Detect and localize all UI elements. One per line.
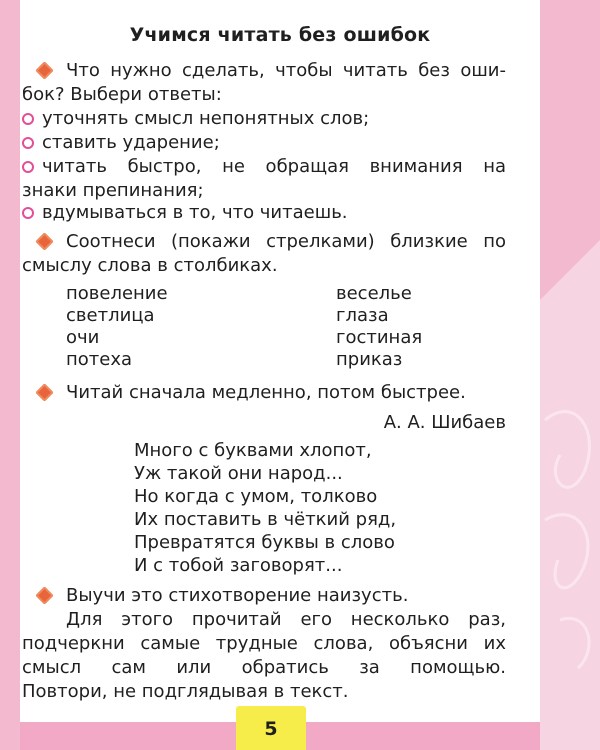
answer-option-2: ставить ударение; [42,132,220,153]
poem-line: Превратятся буквы в слово [134,532,395,553]
answer-option-circle-icon[interactable] [22,113,34,125]
answer-option-circle-icon[interactable] [22,161,34,173]
answer-option-3: читать быстро, не обращая внимания на [42,156,506,177]
left-column-word: очи [66,327,100,348]
poem-line: И с тобой заговорят... [134,555,343,576]
page-number-tab [236,706,306,750]
task2-line2: смыслу слова в столбиках. [22,255,278,276]
poem-author: А. А. Шибаев [383,412,506,433]
task1-question-line1: Что нужно сделать, чтобы читать без оши- [66,60,506,81]
answer-option-circle-icon[interactable] [22,137,34,149]
task4-instruction: Выучи это стихотворение наизусть. [66,585,409,606]
answer-option-circle-icon[interactable] [22,207,34,219]
poem-line: Но когда с умом, толково [134,486,378,507]
left-column-word: светлица [66,305,155,326]
task4-line: Для этого прочитай его несколько раз, [66,609,506,630]
page-title: Учимся читать без ошибок [129,24,431,46]
task4-line: подчеркни самые трудные слова, объясни их [22,633,506,654]
left-column-word: потеха [66,349,133,370]
right-column-word: приказ [336,349,403,370]
page-number: 5 [264,718,278,740]
textbook-page [20,0,540,722]
poem-line: Уж такой они народ... [134,463,343,484]
task2-line1: Соотнеси (покажи стрелками) близкие по [66,231,506,252]
right-column-word: глаза [336,305,389,326]
right-column-word: гостиная [336,327,423,348]
left-column-word: повеление [66,283,168,304]
right-column-word: веселье [336,283,412,304]
task-marker-icon [35,61,53,79]
task4-line: Повтори, не подглядывая в текст. [22,681,349,702]
task4-line: смысл сам или обратись за помощью. [22,657,506,678]
task-marker-icon [35,383,53,401]
task-marker-icon [35,232,53,250]
answer-option-1: уточнять смысл непонятных слов; [42,108,370,129]
task3-instruction: Читай сначала медленно, потом быстрее. [66,382,466,403]
answer-option-3-continuation: знаки препинания; [22,180,204,201]
task-marker-icon [35,586,53,604]
task1-question-line2: бок? Выбери ответы: [22,84,222,105]
poem-line: Их поставить в чёткий ряд, [134,509,397,530]
answer-option-4: вдумываться в то, что читаешь. [42,202,348,223]
poem-line: Много с буквами хлопот, [134,440,372,461]
